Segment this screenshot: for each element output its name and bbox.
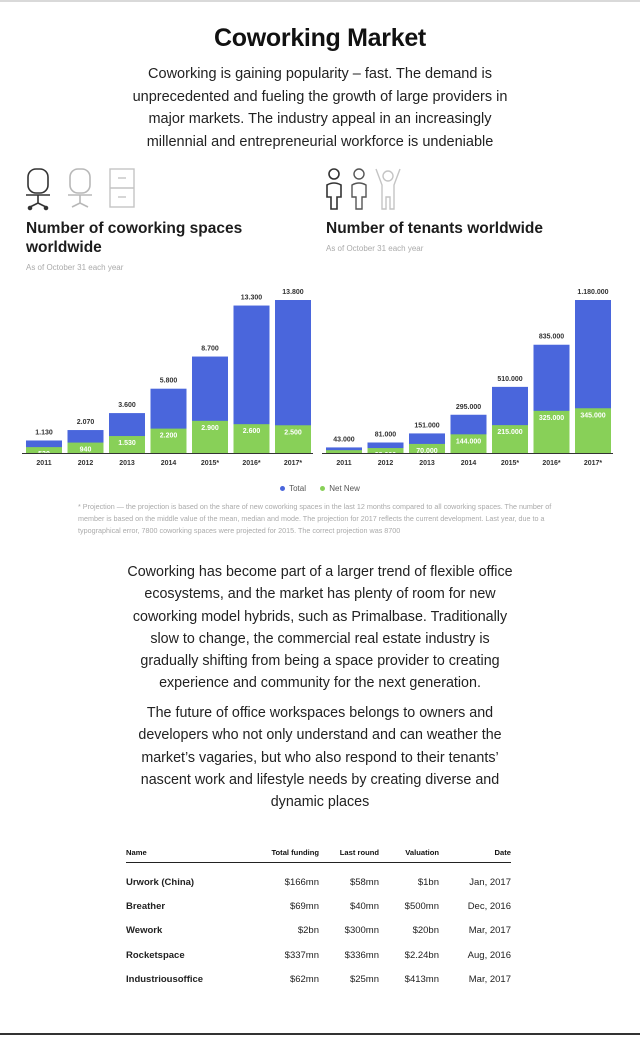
- tenants-tick-label-1: 2012: [377, 460, 394, 467]
- tenants-tick-label-0: 2011: [336, 460, 352, 467]
- header-date: Date: [439, 844, 511, 862]
- legend-swatch-total: [280, 486, 285, 491]
- chart-title-spaces: Number of coworking spaces worldwide: [26, 220, 243, 256]
- header-valuation: Valuation: [379, 844, 439, 862]
- cell-valuation: $500mn: [404, 900, 439, 912]
- tenants-label-net-new-2: 70.000: [416, 447, 438, 455]
- tenants-bar-net-new-0: [326, 450, 362, 453]
- tenants-label-total-2: 151.000: [414, 422, 440, 430]
- spaces-label-net-new-0: 530: [38, 451, 50, 459]
- tenants-label-net-new-3: 144.000: [455, 438, 482, 446]
- cell-total-funding: $62mn: [289, 974, 319, 986]
- coworking-spaces-panel: [22, 165, 322, 475]
- spaces-label-total-4: 8.700: [201, 345, 219, 353]
- cell-date: Aug, 2016: [467, 949, 511, 961]
- tenants-label-total-4: 510.000: [497, 375, 523, 383]
- cell-name: Urwork (China): [126, 876, 195, 888]
- legend-label-net-new: Net New: [329, 484, 360, 493]
- spaces-label-total-5: 13.300: [240, 294, 263, 302]
- spaces-label-total-0: 1.130: [35, 429, 53, 437]
- tenants-tick-label-4: 2015*: [500, 460, 520, 467]
- tenants-tick-label-2: 2013: [419, 460, 435, 467]
- cell-valuation: $20bn: [412, 925, 439, 937]
- spaces-tick-label-3: 2014: [160, 460, 177, 467]
- cell-valuation: $413mn: [404, 974, 439, 986]
- page-title: Coworking Market: [214, 24, 426, 52]
- tenants-tick-label-6: 2017*: [583, 460, 603, 467]
- table-row: [126, 862, 511, 894]
- table-header-row: [126, 844, 511, 862]
- chart-legend: [0, 484, 640, 493]
- bottom-divider: [0, 1033, 640, 1035]
- spaces-tick-label-2: 2013: [119, 460, 135, 467]
- spaces-label-total-2: 3.600: [118, 402, 136, 410]
- cell-valuation: $1bn: [417, 876, 439, 888]
- cell-date: Dec, 2016: [467, 900, 511, 912]
- spaces-label-net-new-2: 1.530: [118, 440, 136, 448]
- cell-last-round: $300mn: [344, 925, 379, 937]
- body-paragraph-1: Coworking has become part of a larger trend of flexible office ecosystems, and the market has plenty of room for new coworking model hybrids, such as Primalbase. Traditionally slow to change, the commercial real estate industry is gradually shifting from being a space provider to creating experience and community for the next generation.: [127, 564, 513, 692]
- body-paragraph-2: The future of office workspaces belongs to owners and developers who not only understand and can weather the market’s vagaries, but who also respond to their tenants’ nascent work and lifestyle needs by creating diverse and dynamic places: [138, 705, 502, 811]
- table-row: [126, 894, 511, 919]
- spaces-label-net-new-6: 2.500: [284, 429, 302, 437]
- tenants-label-net-new-4: 215.000: [497, 429, 523, 437]
- tenants-label-net-new-6: 345.000: [580, 412, 606, 420]
- cell-last-round: $40mn: [349, 900, 379, 912]
- tenants-label-net-new-5: 325.000: [538, 414, 565, 422]
- cell-date: Mar, 2017: [468, 974, 511, 986]
- table-row: [126, 943, 511, 968]
- cell-name: Rocketspace: [126, 949, 185, 961]
- projection-footnote: * Projection — the projection is based on the share of new coworking spaces in the last 12 months compared to all coworking spaces. The number of member is based on the middle value of the mean, median and mode. The projection for 2017 reflects the current development. Last year, due to a typographical error, 7800 coworking spaces were projected for 2015. The correct projection was 8700: [78, 502, 552, 535]
- spaces-tick-label-5: 2016*: [242, 460, 261, 467]
- cell-last-round: $25mn: [349, 974, 379, 986]
- tenants-label-net-new-1: 38.000: [374, 452, 397, 460]
- cell-total-funding: $166mn: [284, 876, 319, 888]
- cell-name: Wework: [126, 925, 163, 937]
- legend-item-net-new: [320, 484, 360, 493]
- cell-valuation: $2.24bn: [404, 949, 439, 961]
- spaces-label-net-new-1: 940: [79, 446, 92, 454]
- cell-date: Jan, 2017: [469, 876, 511, 888]
- table-row: [126, 968, 511, 993]
- chart-subtitle-spaces: As of October 31 each year: [26, 263, 124, 272]
- spaces-tick-label-0: 2011: [36, 460, 52, 467]
- tenants-tick-label-5: 2016*: [542, 460, 561, 467]
- cell-total-funding: $2bn: [297, 925, 319, 937]
- intro-text: Coworking is gaining popularity – fast. The demand is unprecedented and fueling the growth of large providers in major markets. The industry appeal in an increasingly millennial and entrepreneurial workforce is undeniable: [132, 66, 508, 150]
- header-last-round: Last round: [319, 844, 379, 862]
- spaces-tick-label-1: 2012: [77, 460, 94, 467]
- chart-title-tenants: Number of tenants worldwide: [326, 220, 544, 237]
- spaces-label-net-new-5: 2.600: [242, 428, 261, 436]
- top-divider: [0, 0, 640, 2]
- tenants-label-total-6: 1.180.000: [577, 289, 609, 296]
- tenants-label-net-new-0: 22.000: [333, 454, 355, 462]
- spaces-label-net-new-4: 2.900: [201, 424, 219, 432]
- tenants-label-total-3: 295.000: [455, 403, 482, 411]
- table-row: [126, 919, 511, 944]
- tenants-label-total-5: 835.000: [538, 333, 565, 341]
- tenants-tick-label-3: 2014: [460, 460, 477, 467]
- tenants-panel: [322, 165, 622, 475]
- spaces-tick-label-6: 2017*: [283, 460, 303, 467]
- cell-name: Industriousoffice: [126, 974, 204, 986]
- spaces-label-total-3: 5.800: [159, 377, 178, 385]
- header-name: Name: [126, 844, 223, 862]
- cell-last-round: $336mn: [344, 949, 379, 961]
- legend-swatch-net-new: [320, 486, 325, 491]
- tenants-label-total-0: 43.000: [333, 436, 355, 444]
- chart-spaces-plot: [22, 165, 322, 475]
- cell-total-funding: $69mn: [289, 900, 319, 912]
- chart-tenants-plot: [322, 165, 622, 475]
- spaces-tick-label-4: 2015*: [200, 460, 220, 467]
- cell-name: Breather: [126, 900, 166, 912]
- chart-subtitle-tenants: As of October 31 each year: [326, 244, 424, 253]
- tenants-label-total-1: 81.000: [374, 431, 397, 439]
- cell-last-round: $58mn: [349, 876, 379, 888]
- spaces-label-total-6: 13.800: [282, 289, 304, 296]
- spaces-label-total-1: 2.070: [76, 419, 95, 427]
- cell-total-funding: $337mn: [284, 949, 319, 961]
- spaces-label-net-new-3: 2.200: [159, 432, 178, 440]
- legend-label-total: Total: [289, 484, 306, 493]
- funding-table: [126, 844, 511, 992]
- header-total-funding: Total funding: [223, 844, 319, 862]
- legend-item-total: [280, 484, 306, 493]
- cell-date: Mar, 2017: [468, 925, 511, 937]
